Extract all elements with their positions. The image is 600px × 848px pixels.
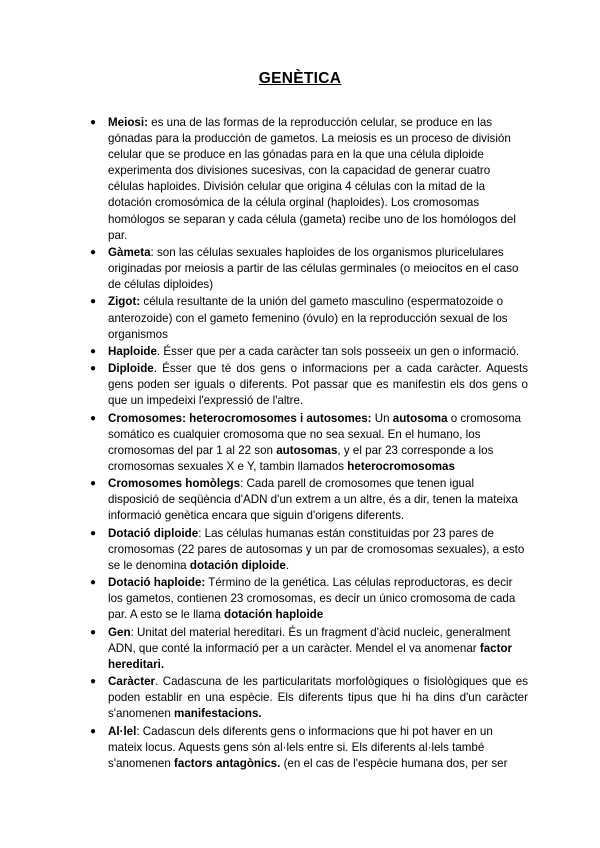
definition: . Ésser que té dos gens o informacions per a cada caràcter. Aquests gens poden ser iguals o diferents. Pot passar que es manifestin els dos gens o que un impedeixi l'expressió de l'altre. <box>108 362 528 408</box>
definition: : Unitat del material hereditari. És un fragment d'àcid nucleic, generalment ADN, que conté la informació per a un caràcter. Mendel el va anomenar <box>108 625 511 655</box>
definition: : Cada parell de cromosomes que tenen igual disposició de seqüència d'ADN d'un extrem a un altre, és a dir, tenen la mateixa informació genètica encara que siguin d'origens diferents. <box>108 477 518 523</box>
term: Gen <box>108 625 131 639</box>
term: Meiosi: <box>108 116 148 129</box>
list-item-gen <box>90 625 528 673</box>
definition: célula resultante de la unión del gameto masculino (espermatozoide o anterozoide) con el gameto femenino (óvulo) en la reproducción sexual de los organismos <box>108 295 508 341</box>
definition: Término de la genética. Las células reproductoras, es decir los gametos, contienen 23 cromosomas, es decir un único cromosoma de cada par. A esto se le llama <box>108 576 516 622</box>
bullet-icon: ● <box>90 246 97 258</box>
term: Caràcter <box>108 675 156 689</box>
term: Cromosomes homòlegs <box>108 477 241 491</box>
list-item-haploide <box>90 344 528 360</box>
bullet-icon: ● <box>90 676 97 688</box>
bullet-icon: ● <box>90 626 97 638</box>
list-item-allel <box>90 724 528 772</box>
list-item-diploide <box>90 361 528 409</box>
term: Al·lel <box>108 724 137 738</box>
bullet-icon: ● <box>90 363 97 375</box>
list-item-meiosi <box>90 115 528 244</box>
definition-list <box>0 115 600 773</box>
definition: . <box>285 558 290 572</box>
bold-phrase: autosoma <box>392 411 448 425</box>
bold-phrase: autosomas <box>276 443 338 457</box>
bold-phrase: dotación haploide <box>224 608 324 622</box>
term: Cromosomes: heterocromosomes i autosomes: <box>108 411 372 425</box>
term: Diploide <box>108 362 154 376</box>
definition: Un <box>371 411 393 425</box>
term: Zigot: <box>108 295 141 309</box>
definition: . Cadascuna de les particularitats morfològiques o fisiològiques que es poden establir en una espècie. Els diferents tipus que hi ha dins d'un caràcter s'anomenen <box>108 675 528 721</box>
bold-phrase: factor hereditari. <box>108 641 513 671</box>
list-item-cromosomes-homolegs <box>90 476 528 524</box>
definition: : son las células sexuales haploides de los organismos pluricelulares originadas por meiosis a partir de las células germinales (o meiocitos en el caso de células diploides) <box>108 245 519 292</box>
list-item-zigot <box>90 294 528 342</box>
bullet-icon: ● <box>90 527 97 539</box>
definition: : Cadascun dels diferents gens o informacions que hi pot haver en un mateix locus. Aquests gens són al·lels entre si. Els diferents al·lels també s'anomenen <box>108 724 493 770</box>
term: Gàmeta <box>108 245 151 259</box>
bullet-icon: ● <box>90 117 97 128</box>
definition: es una de las formas de la reproducción celular, se produce en las gónadas para la producción de gametos. La meiosis es un proceso de división celular que se produce en las gónadas para en la que una célula diploide experimenta dos divisiones sucesivas, con la capacidad de generar cuatro células haploides. División celular que origina 4 células con la mitad de la dotación cromosómica de la célula orginal (haploides). Los cromosomas homólogos se separan y cada célula (gameta) recibe uno de los homólogos del par. <box>108 116 516 242</box>
bold-phrase: manifestacions. <box>174 707 262 721</box>
bullet-icon: ● <box>90 725 97 737</box>
bold-phrase: factors antagònics. <box>174 756 281 770</box>
definition: o cromosoma somático es cualquier cromosoma que no sea sexual. En el humano, los cromosomas del par 1 al 22 son <box>108 411 521 457</box>
bullet-icon: ● <box>90 478 97 490</box>
term: Dotació haploide: <box>108 576 206 590</box>
bullet-icon: ● <box>90 577 97 589</box>
definition: , y el par 23 corresponde a los cromosomas sexuales X e Y, tambin llamados <box>108 443 494 473</box>
bold-phrase: heterocromosomas <box>347 459 455 473</box>
term: Dotació diploide <box>108 526 199 540</box>
list-item-dotacio-diploide <box>90 526 528 574</box>
bullet-icon: ● <box>90 412 97 424</box>
definition: : Las células humanas están constituidas por 23 pares de cromosomas (22 pares de autosomas y un par de cromosomas sexuales), a esto se le denomina <box>108 526 525 572</box>
list-item-cromosomes <box>90 411 528 475</box>
term: Haploide <box>108 344 157 358</box>
list-item-dotacio-haploide <box>90 575 528 623</box>
definition: (en el cas de l'espècie humana dos, per ser <box>280 756 508 770</box>
page-title: GENÈTICA <box>258 70 342 87</box>
definition: . Ésser que per a cada caràcter tan sols posseeix un gen o informació. <box>156 344 520 358</box>
list-item-caracter <box>90 674 528 722</box>
bullet-icon: ● <box>90 296 97 308</box>
bold-phrase: dotación diploide <box>189 558 286 572</box>
list-item-gameta <box>90 245 528 293</box>
bullet-icon: ● <box>90 345 97 357</box>
